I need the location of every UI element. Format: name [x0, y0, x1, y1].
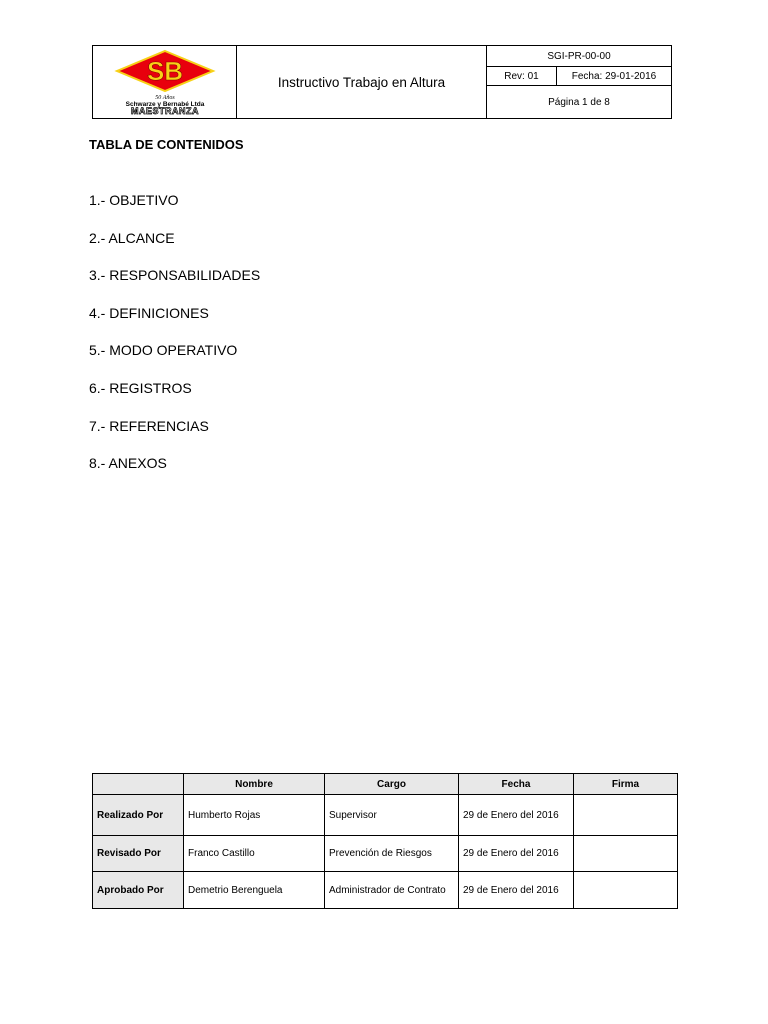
header-blank-cell — [93, 774, 184, 795]
table-row — [93, 872, 678, 909]
revision-date: Fecha: 29-01-2016 — [571, 70, 657, 82]
table-header-row — [93, 774, 678, 795]
header-firma: Firma — [574, 774, 678, 795]
header-cargo: Cargo — [325, 774, 459, 795]
logo-brand: MAESTRANZA — [130, 106, 199, 115]
toc-list — [89, 191, 260, 492]
table-row — [93, 795, 678, 836]
toc-item: 2.- ALCANCE — [89, 229, 175, 246]
company-logo — [105, 49, 225, 115]
toc-item: 5.- MODO OPERATIVO — [89, 342, 238, 359]
toc-item: 1.- OBJETIVO — [89, 192, 179, 208]
table-row — [93, 836, 678, 872]
row-nombre: Humberto Rojas — [184, 795, 325, 836]
toc-item: 7.- REFERENCIAS — [89, 417, 209, 434]
row-cargo: Prevención de Riesgos — [325, 836, 459, 872]
revision-row — [487, 67, 671, 86]
row-cargo: Administrador de Contrato — [325, 872, 459, 909]
header-nombre: Nombre — [184, 774, 325, 795]
toc-item: 3.- RESPONSABILIDADES — [89, 267, 261, 284]
row-fecha: 29 de Enero del 2016 — [459, 795, 574, 836]
toc-item: 8.- ANEXOS — [89, 455, 167, 472]
row-firma — [574, 795, 678, 836]
toc-item: 4.- DEFINICIONES — [89, 304, 209, 321]
row-role: Aprobado Por — [93, 872, 184, 909]
document-title: Instructivo Trabajo en Altura — [237, 46, 487, 118]
row-fecha: 29 de Enero del 2016 — [459, 872, 574, 909]
logo-letters: SB — [146, 56, 183, 86]
revision-number: Rev: 01 — [487, 67, 557, 85]
document-header — [92, 45, 672, 119]
logo-tagline: 50 Años — [154, 95, 175, 101]
header-fecha: Fecha — [459, 774, 574, 795]
row-cargo: Supervisor — [325, 795, 459, 836]
document-code: SGI-PR-00-00 — [487, 46, 671, 67]
row-firma — [574, 836, 678, 872]
logo-company: Schwarze y Bernabé Ltda — [125, 101, 204, 108]
row-fecha: 29 de Enero del 2016 — [459, 836, 574, 872]
toc-title: TABLA DE CONTENIDOS — [89, 137, 244, 152]
row-role: Revisado Por — [93, 836, 184, 872]
document-info — [487, 46, 671, 118]
row-firma — [574, 872, 678, 909]
row-role: Realizado Por — [93, 795, 184, 836]
row-nombre: Franco Castillo — [184, 836, 325, 872]
row-nombre: Demetrio Berenguela — [184, 872, 325, 909]
page-number: Página 1 de 8 — [548, 96, 610, 108]
logo-cell — [93, 46, 237, 118]
toc-item: 6.- REGISTROS — [89, 379, 192, 396]
approval-table — [92, 773, 678, 909]
